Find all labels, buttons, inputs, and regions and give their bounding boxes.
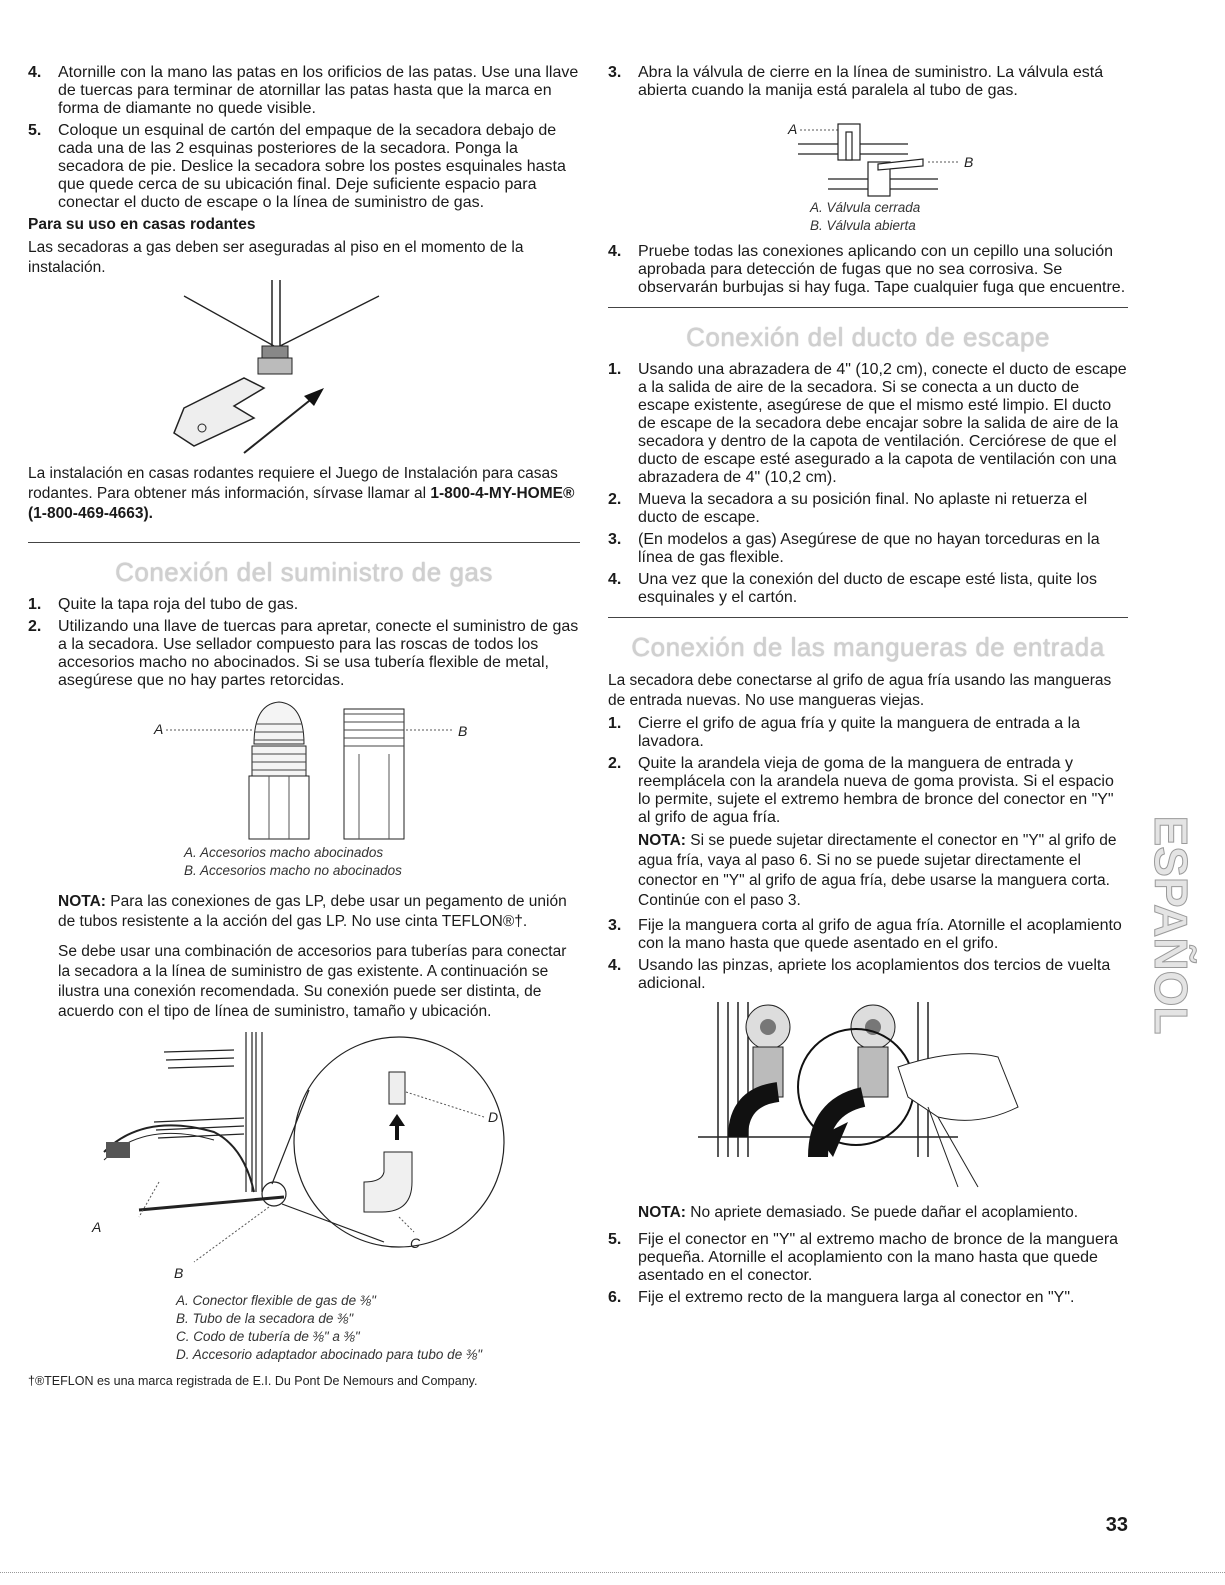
exhaust-step-4 xyxy=(608,571,1128,607)
hose-intro: La secadora debe conectarse al grifo de agua fría usando las mangueras de entrada nuevas. No use mangueras viejas. xyxy=(608,672,1112,709)
section-divider xyxy=(28,542,580,543)
note-text: Si se puede sujetar directamente el conector en "Y" al grifo de agua fría, vaya al paso 6. Si no se puede sujetar directamente el conector en "Y" al grifo de agua fría, debe usarse la manguera corta. Continúe con el paso 3. xyxy=(638,832,1117,909)
step-text: Atornille con la mano las patas en los orificios de las patas. Use una llave de tuercas para terminar de atornillar las patas hasta que la marca en forma de diamante no quede visible. xyxy=(58,64,579,117)
combination-paragraph: Se debe usar una combinación de accesorios para tuberías para conectar la secadora a la línea de suministro de gas existente. A continuación se ilustra una conexión recomendada. Su conexión puede ser distinta, de acuerdo con el tipo de línea de suministro, tamaño y ubicación. xyxy=(58,943,567,1020)
tighten-note xyxy=(638,1203,1128,1223)
fig2-caption-a: A. Conector flexible de gas de ⅜" xyxy=(176,1293,376,1308)
step-number: 5. xyxy=(608,1231,622,1248)
fig2-label-c: C xyxy=(410,1235,421,1251)
language-side-tab xyxy=(1125,800,1197,1050)
step-number: 2. xyxy=(28,618,42,635)
exhaust-step-1 xyxy=(608,361,1128,487)
gas-step-4 xyxy=(608,243,1128,297)
fig1-caption-a: A. Accesorios macho abocinados xyxy=(184,845,384,860)
step-text: Pruebe todas las conexiones aplicando con un cepillo una solución aprobada para detección de fugas que no sea corrosiva. Se observarán burbujas si hay fuga. Tape cualquier fuga que encuentre. xyxy=(638,243,1126,296)
fig2-caption-d: D. Accesorio adaptador abocinado para tubo de ⅜" xyxy=(176,1347,482,1362)
fig1-label-a: A xyxy=(154,721,164,737)
page-bottom-border xyxy=(0,1572,1225,1573)
hose-step-2 xyxy=(608,755,1128,827)
valve-label-b: B xyxy=(964,154,974,170)
lp-gas-note xyxy=(58,892,580,932)
hose-step-6 xyxy=(608,1289,1128,1307)
hose-note xyxy=(638,831,1128,911)
step-number: 2. xyxy=(608,491,622,508)
gas-step-1 xyxy=(28,596,580,614)
step-text: Utilizando una llave de tuercas para apretar, conecte el suministro de gas a la secadora. Use sellador compuesto para las roscas de todos los accesorios macho no abocinados. Si se usa tubería flexible de metal, asegúrese que no hay partes retorcidas. xyxy=(58,618,579,689)
note-label: NOTA: xyxy=(638,832,686,849)
hose-step-1 xyxy=(608,715,1128,751)
fig2-caption-c: C. Codo de tubería de ⅜" a ⅜" xyxy=(176,1329,360,1344)
phone-number: 1-800-4-MY-HOME® (1-800-469-4663). xyxy=(28,485,575,522)
fig2-caption-b: B. Tubo de la secadora de ⅜" xyxy=(176,1311,354,1326)
teflon-footnote: †®TEFLON es una marca registrada de E.I. Du Pont De Nemours and Company. xyxy=(28,1374,478,1388)
step-number: 2. xyxy=(608,755,622,772)
step-number: 3. xyxy=(608,531,622,548)
hose-step-4 xyxy=(608,957,1128,993)
valve-figure xyxy=(738,104,998,199)
step-number: 1. xyxy=(608,715,622,732)
step-number: 4. xyxy=(608,243,622,260)
step-number: 3. xyxy=(608,917,622,934)
hose-step-3 xyxy=(608,917,1128,953)
step-number: 4. xyxy=(28,64,42,81)
note-label: NOTA: xyxy=(58,893,106,910)
mobile-home-kit-paragraph xyxy=(28,464,580,524)
section-divider xyxy=(608,307,1128,308)
step-4-legs xyxy=(28,64,580,118)
step-text: Fije el conector en "Y" al extremo macho de bronce de la manguera pequeña. Atornille el acoplamiento con la mano hasta que quede asentado en el conector. xyxy=(638,1231,1119,1284)
hose-section-heading: Conexión de las mangueras de entrada xyxy=(631,632,1105,662)
mobile-home-bracket-figure xyxy=(174,278,434,458)
step-number: 3. xyxy=(608,64,622,81)
step-text: Mueva la secadora a su posición final. No aplaste ni retuerza el ducto de escape. xyxy=(638,491,1088,526)
exhaust-step-2 xyxy=(608,491,1128,527)
note-text: Para las conexiones de gas LP, debe usar un pegamento de unión de tubos resistente a la acción del gas LP. No use cinta TEFLON®†. xyxy=(58,893,567,930)
gas-step-2 xyxy=(28,618,580,690)
hose-step-5 xyxy=(608,1231,1128,1285)
right-column xyxy=(608,64,1128,1311)
step-text: Fije el extremo recto de la manguera larga al conector en "Y". xyxy=(638,1289,1075,1306)
exhaust-section-heading: Conexión del ducto de escape xyxy=(686,322,1050,352)
section-divider xyxy=(608,617,1128,618)
fig2-label-b: B xyxy=(174,1265,184,1281)
exhaust-step-3 xyxy=(608,531,1128,567)
left-column xyxy=(28,64,580,1388)
valve-label-a: A xyxy=(788,121,798,137)
step-text: Coloque un esquinal de cartón del empaque de la secadora debajo de cada una de las 2 esquinas posteriores de la secadora. Ponga la secadora de pie. Deslice la secadora sobre los postes esquinales hasta que quede cerca de su ubicación final. Deje suficiente espacio para conectar el ducto de escape o la línea de suministro de gas. xyxy=(58,122,566,211)
step-text: Cierre el grifo de agua fría y quite la manguera de entrada a la lavadora. xyxy=(638,715,1081,750)
note-text: No apriete demasiado. Se puede dañar el acoplamiento. xyxy=(685,1204,1079,1221)
step-text: Quite la tapa roja del tubo de gas. xyxy=(58,596,299,613)
step-text: (En modelos a gas) Asegúrese de que no hayan torceduras en la línea de gas flexible. xyxy=(638,531,1100,566)
page-number: 33 xyxy=(1105,1514,1128,1536)
valve-caption-a: A. Válvula cerrada xyxy=(810,200,921,215)
gas-step-3 xyxy=(608,64,1128,100)
step-number: 1. xyxy=(28,596,42,613)
mobile-home-heading: Para su uso en casas rodantes xyxy=(28,216,256,233)
fig2-label-a: A xyxy=(92,1219,102,1235)
step-text: Abra la válvula de cierre en la línea de suministro. La válvula está abierta cuando la manija está paralela al tubo de gas. xyxy=(638,64,1104,99)
step-text: Usando las pinzas, apriete los acoplamientos dos tercios de vuelta adicional. xyxy=(638,957,1111,992)
step-5-corner-posts xyxy=(28,122,580,212)
step-number: 4. xyxy=(608,571,622,588)
step-number: 5. xyxy=(28,122,42,139)
faucet-figure xyxy=(698,997,1038,1197)
step-number: 1. xyxy=(608,361,622,378)
gas-section-heading: Conexión del suministro de gas xyxy=(115,557,493,587)
step-text: Quite la arandela vieja de goma de la manguera de entrada y reemplácela con la arandela nueva de goma provista. Si el espacio lo permite, sujete el extremo hembra de bronce del conector en "Y" al grifo de agua fría. xyxy=(638,755,1114,826)
fig2-label-d: D xyxy=(488,1109,499,1125)
gas-connection-figure xyxy=(44,1022,564,1292)
step-text: Fije la manguera corta al grifo de agua fría. Atornille el acoplamiento con la mano hasta que quede asentado en el grifo. xyxy=(638,917,1122,952)
note-label: NOTA: xyxy=(638,1204,686,1221)
fig1-caption-b: B. Accesorios macho no abocinados xyxy=(184,863,402,878)
step-text: Una vez que la conexión del ducto de escape esté lista, quite los esquinales y el cartón. xyxy=(638,571,1097,606)
fittings-figure xyxy=(124,694,484,844)
fig1-label-b: B xyxy=(458,723,468,739)
step-number: 4. xyxy=(608,957,622,974)
mobile-home-paragraph: Las secadoras a gas deben ser aseguradas al piso en el momento de la instalación. xyxy=(28,239,524,276)
step-text: Usando una abrazadera de 4" (10,2 cm), conecte el ducto de escape a la salida de aire de la secadora. Si se conecta a un ducto de escape existente, asegúrese de que el mismo esté limpio. El ducto de escape de la secadora debe encajar sobre la salida de aire de la secadora y dentro de la capota de ventilación. Cerciórese de que el ducto de escape esté asegurado a la capota de ventilación con una abrazadera de 4" (10,2 cm). xyxy=(638,361,1127,486)
step-number: 6. xyxy=(608,1289,622,1306)
side-tab-label: ESPAÑOL xyxy=(1145,815,1197,1035)
mobile-home-kit-text: La instalación en casas rodantes requiere el Juego de Instalación para casas rodantes. Para obtener más información, sírvase llamar al xyxy=(28,465,558,502)
valve-caption-b: B. Válvula abierta xyxy=(810,218,916,233)
